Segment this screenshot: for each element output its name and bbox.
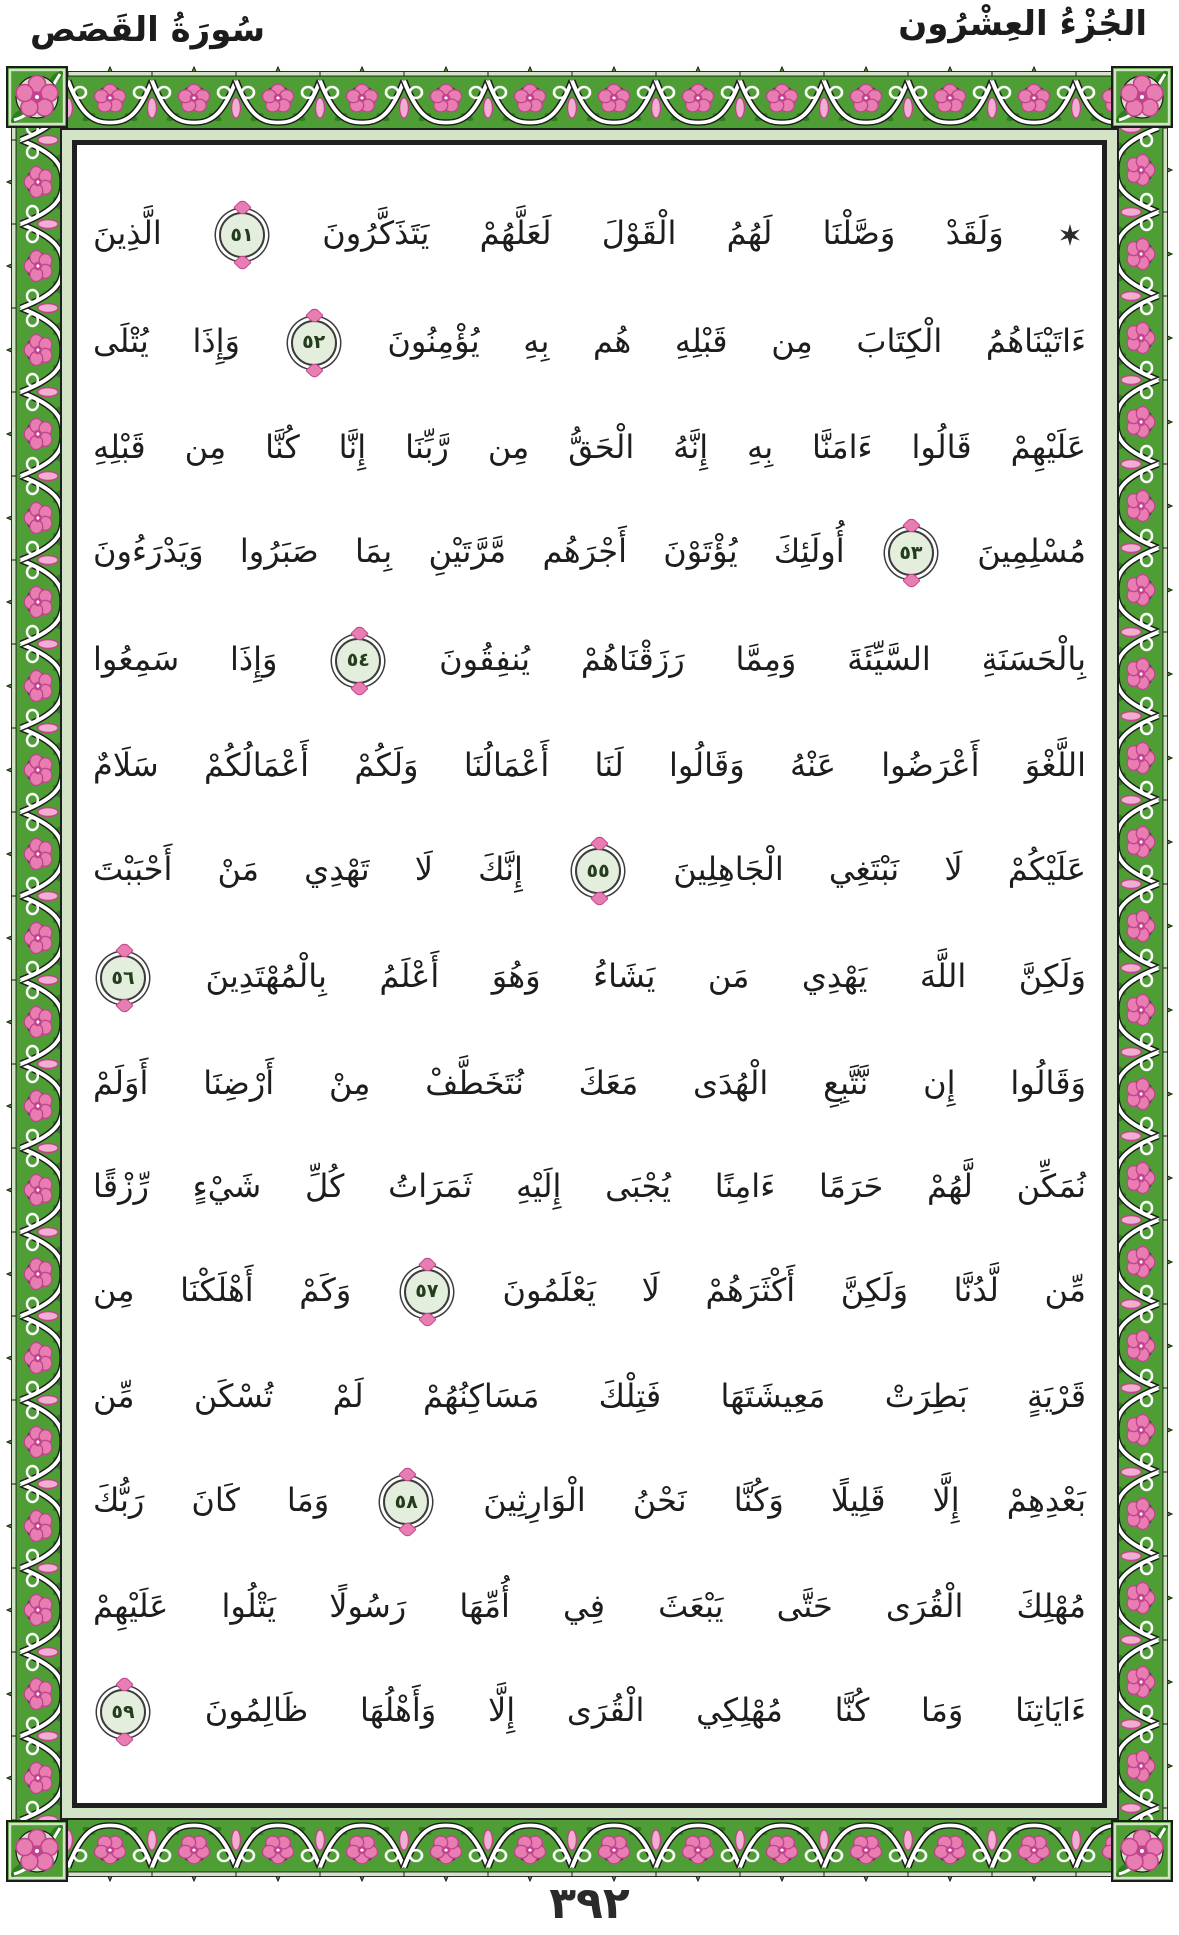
corner-flower-icon — [1111, 1820, 1173, 1882]
aya-medallion: ٥٦ — [100, 955, 146, 1001]
rub-el-hizb-icon — [1058, 223, 1082, 247]
border-band-right-icon — [1111, 128, 1173, 1820]
surah-title: سُورَةُ القَصَص — [30, 10, 266, 50]
corner-flower-icon — [6, 1820, 68, 1882]
quran-line: نُمَكِّن لَّهُمْ حَرَمًا ءَامِنًا يُجْبَى إِلَيْهِ ثَمَرَاتُ كُلِّ شَيْءٍ رِّزْقًا — [93, 1166, 1086, 1205]
border-band-left-icon — [6, 128, 68, 1820]
corner-flower-icon — [6, 66, 68, 128]
quran-line: بَعْدِهِمْ إِلَّا قَلِيلًا وَكُنَّا نَحْنُ الْوَارِثِينَ ٥٨ وَمَا كَانَ رَبُّكَ — [77, 1479, 1102, 1525]
quran-line: بِالْحَسَنَةِ السَّيِّئَةَ وَمِمَّا رَزَقْنَاهُمْ يُنفِقُونَ ٥٤ وَإِذَا سَمِعُوا — [77, 638, 1102, 684]
aya-medallion: ٥٩ — [100, 1689, 146, 1735]
aya-medallion: ٥٣ — [888, 530, 934, 576]
border-band-bottom-icon — [68, 1820, 1111, 1882]
aya-medallion: ٥٧ — [404, 1269, 450, 1315]
quran-line: وَلَقَدْ وَصَّلْنَا لَهُمُ الْقَوْلَ لَعَلَّهُمْ يَتَذَكَّرُونَ ٥١ الَّذِينَ — [77, 212, 1102, 258]
quran-line: مُسْلِمِينَ ٥٣ أُولَئِكَ يُؤْتَوْنَ أَجْرَهُم مَّرَّتَيْنِ بِمَا صَبَرُوا وَيَدْرَءُونَ — [77, 530, 1102, 576]
juz-title: الجُزْءُ العِشْرُون — [898, 4, 1147, 44]
quran-line: عَلَيْهِمْ قَالُوا ءَامَنَّا بِهِ إِنَّهُ الْحَقُّ مِن رَّبِّنَا إِنَّا كُنَّا مِن قَبْلِهِ — [93, 428, 1086, 467]
aya-medallion: ٥٤ — [335, 638, 381, 684]
text-panel — [72, 140, 1107, 1808]
quran-line: مُهْلِكَ الْقُرَى حَتَّى يَبْعَثَ فِي أُمِّهَا رَسُولًا يَتْلُوا عَلَيْهِمْ — [93, 1587, 1086, 1626]
page-number: ٣٩٢ — [549, 1878, 630, 1929]
quran-line: ءَايَاتِنَا وَمَا كُنَّا مُهْلِكِي الْقُرَى إِلَّا وَأَهْلُهَا ظَالِمُونَ ٥٩ — [77, 1689, 1102, 1735]
quran-line: اللَّغْوَ أَعْرَضُوا عَنْهُ وَقَالُوا لَنَا أَعْمَالُنَا وَلَكُمْ أَعْمَالُكُمْ سَلَامٌ — [93, 745, 1086, 784]
aya-medallion: ٥٢ — [291, 320, 337, 366]
border-band-top-icon — [68, 66, 1111, 128]
ornamental-border — [6, 66, 1173, 1882]
quran-line: عَلَيْكُمْ لَا نَبْتَغِي الْجَاهِلِينَ ٥٥ إِنَّكَ لَا تَهْدِي مَنْ أَحْبَبْتَ — [77, 848, 1102, 894]
quran-line: وَلَكِنَّ اللَّهَ يَهْدِي مَن يَشَاءُ وَهُوَ أَعْلَمُ بِالْمُهْتَدِينَ ٥٦ — [77, 955, 1102, 1001]
aya-medallion: ٥٥ — [575, 848, 621, 894]
aya-medallion: ٥١ — [219, 212, 265, 258]
corner-flower-icon — [1111, 66, 1173, 128]
aya-medallion: ٥٨ — [383, 1479, 429, 1525]
quran-line: مِّن لَّدُنَّا وَلَكِنَّ أَكْثَرَهُمْ لَا يَعْلَمُونَ ٥٧ وَكَمْ أَهْلَكْنَا مِن — [77, 1269, 1102, 1315]
rub-el-hizb-icon — [1058, 223, 1082, 247]
quran-line: قَرْيَةٍ بَطِرَتْ مَعِيشَتَهَا فَتِلْكَ مَسَاكِنُهُمْ لَمْ تُسْكَن مِّن — [93, 1377, 1086, 1416]
quran-line: ءَاتَيْنَاهُمُ الْكِتَابَ مِن قَبْلِهِ هُم بِهِ يُؤْمِنُونَ ٥٢ وَإِذَا يُتْلَى — [77, 320, 1102, 366]
quran-line: وَقَالُوا إِن نَّتَّبِعِ الْهُدَى مَعَكَ نُتَخَطَّفْ مِنْ أَرْضِنَا أَوَلَمْ — [93, 1063, 1086, 1102]
quran-lines — [77, 145, 1102, 1803]
